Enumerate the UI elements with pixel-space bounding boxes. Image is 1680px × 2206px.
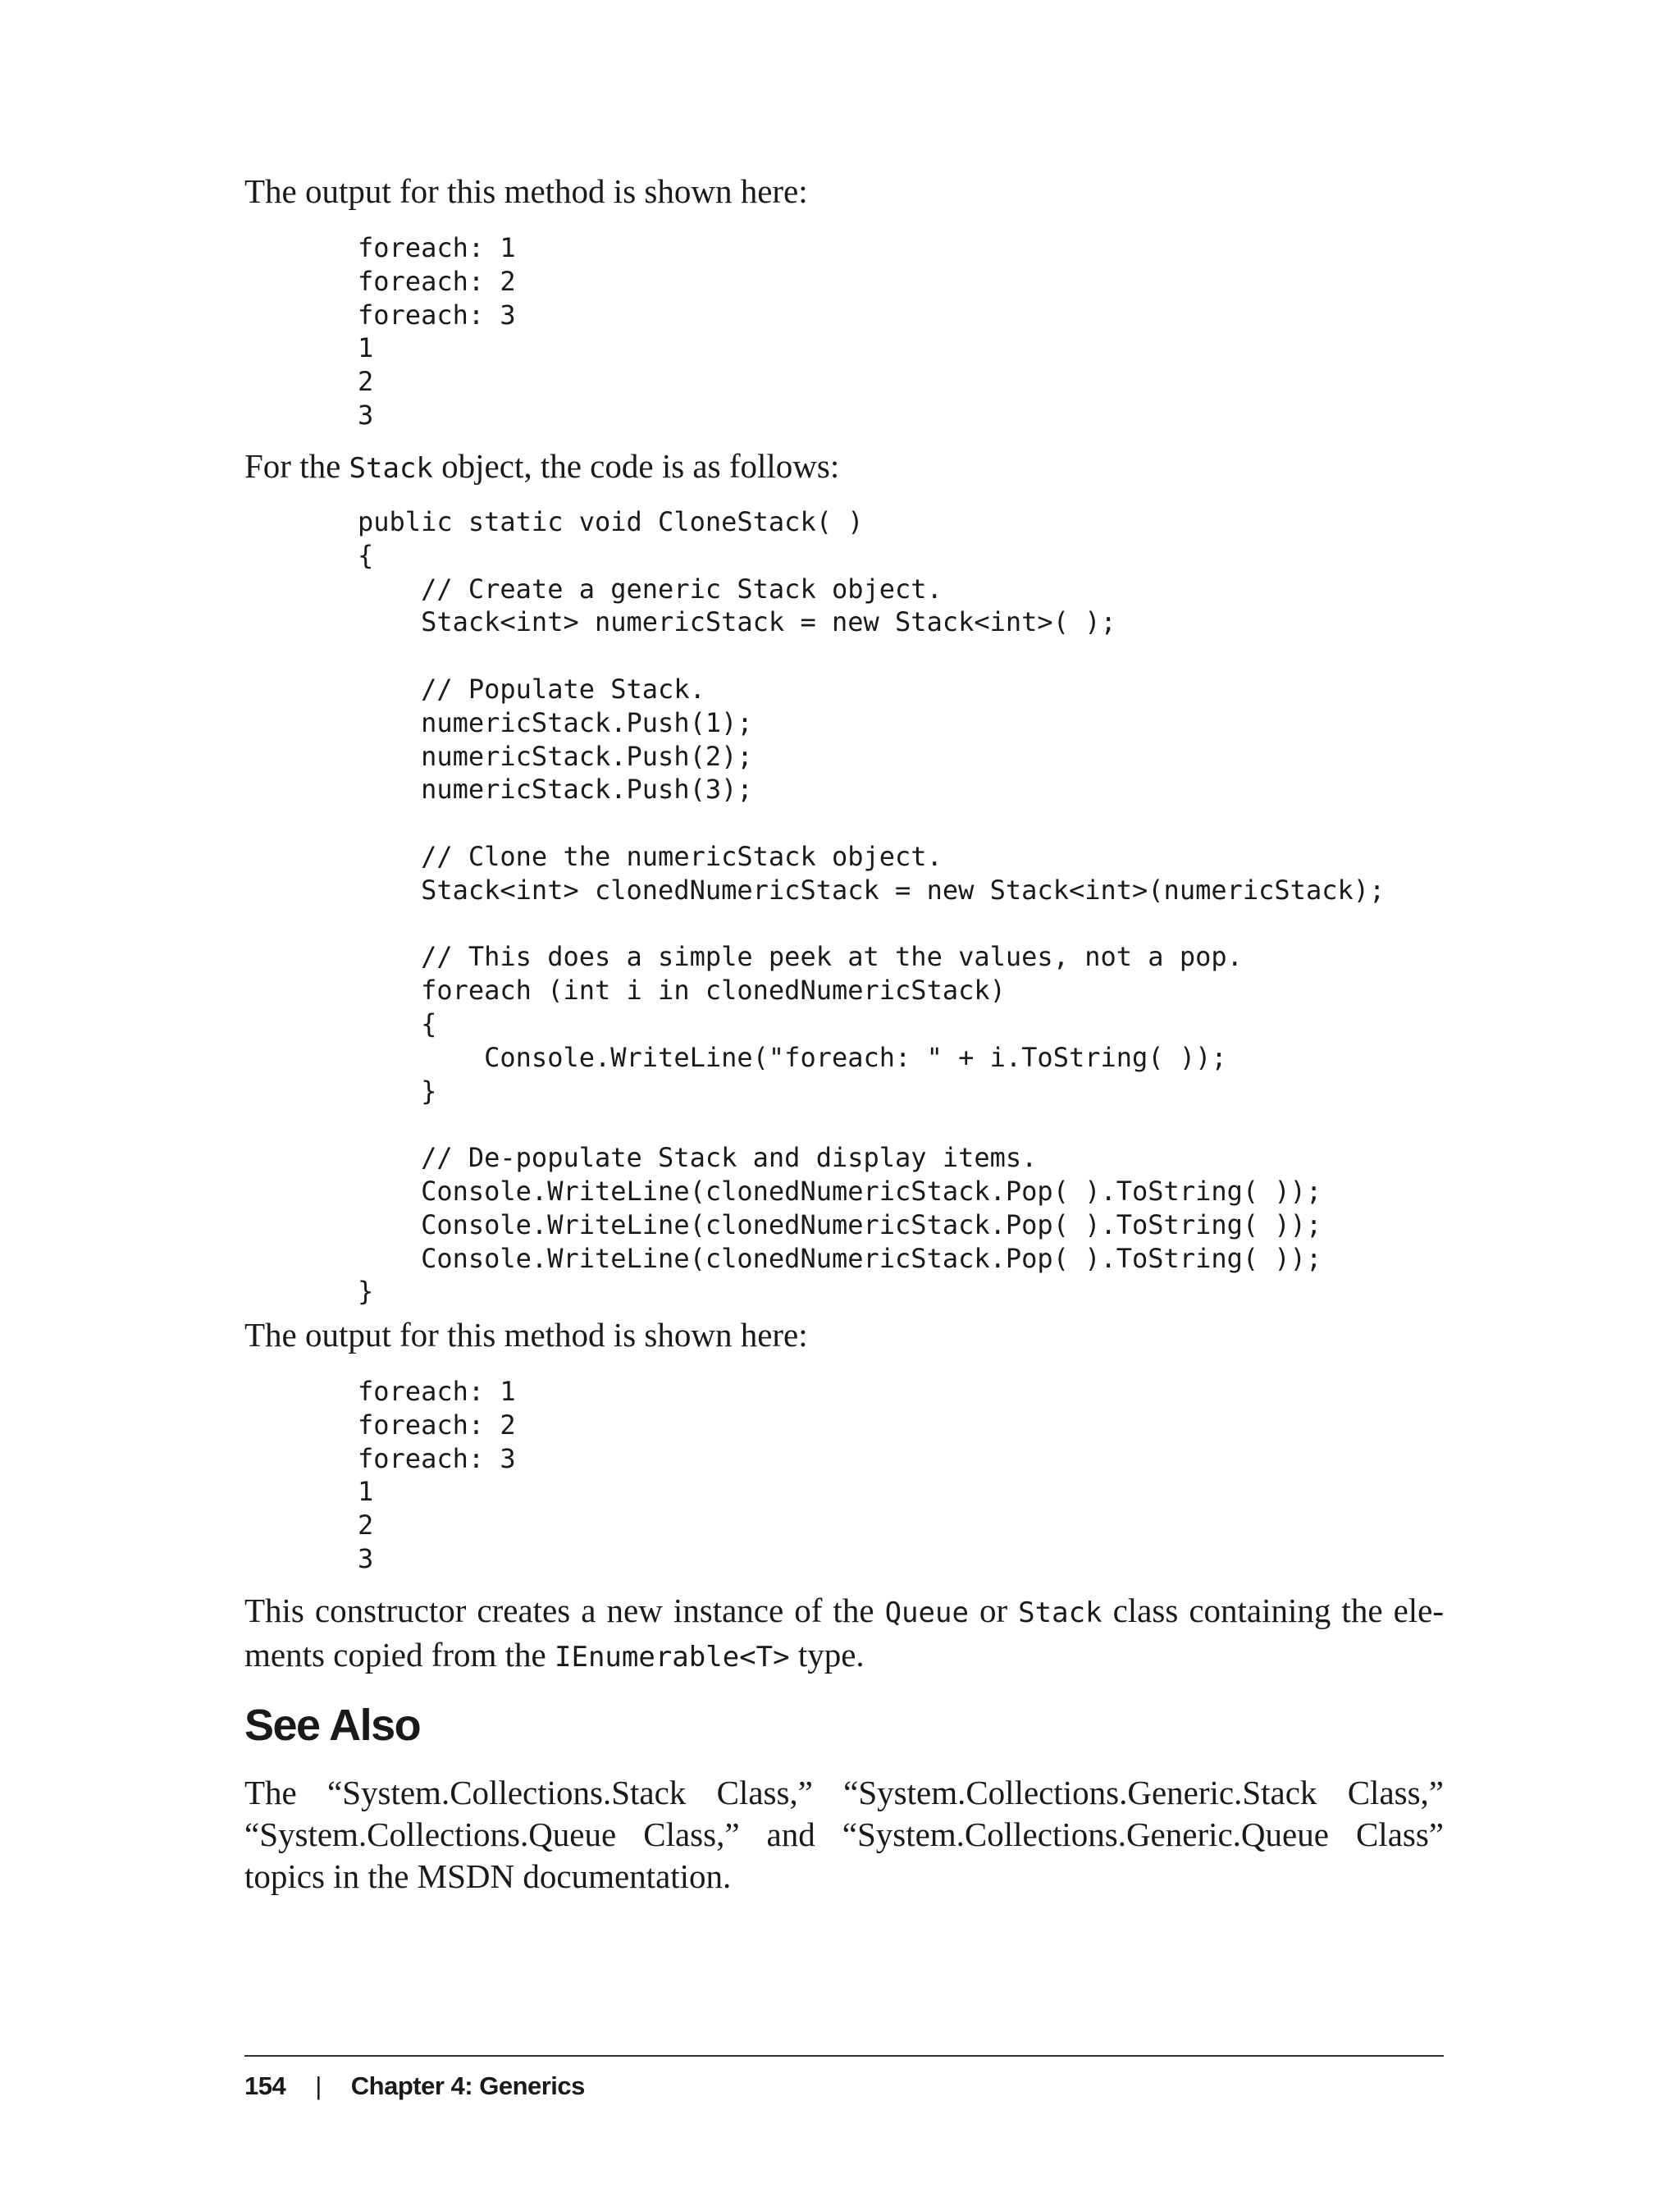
page-footer: [244, 2055, 1444, 2101]
stack-intro-after: object, the code is as follows:: [432, 447, 840, 485]
see-also-heading: See Also: [244, 1701, 421, 1750]
stack-intro: [244, 445, 1444, 490]
constructor-paragraph: [244, 1590, 1444, 1678]
chapter-title: Chapter 4: Generics: [350, 2071, 585, 2100]
stack-intro-before: For the: [244, 447, 349, 485]
stack-intro-code: Stack: [349, 452, 433, 485]
footer-text: [244, 2057, 1444, 2101]
constructor-text-4: type.: [789, 1636, 865, 1674]
output-block-2: foreach: 1 foreach: 2 foreach: 3 1 2 3: [358, 1376, 516, 1574]
constructor-text-1: This constructor creates a new instance of the: [244, 1592, 885, 1629]
constructor-text-3: class containing the ele-ments copied from the: [244, 1592, 1445, 1674]
clone-stack-code-block: public static void CloneStack( ) { // Create a generic Stack object. Stack<int> numericStack = new Stack<int>( ); // Populate Stack. numericStack.Push(1); numericStack.Push(2); numericStack.Push(3); // Clone the numericStack object. Stack<int> clonedNumericStack = new Stack<int>(numericStack); // This does a simple peek at the values, not a pop. foreach (int i in clonedNumericStack) { Console.WriteLine("foreach: " + i.ToString( )); } // De-populate Stack and display items. Console.WriteLine(clonedNumericStack.Pop( ).ToString( )); Console.WriteLine(clonedNumericStack.Pop( ).ToString( )); Console.WriteLine(clonedNumericStack.Pop( ).ToString( )); }: [358, 506, 1386, 1308]
page-number: 154: [244, 2071, 286, 2100]
output-intro-1: The output for this method is shown here:: [244, 172, 808, 210]
footer-separator: |: [315, 2071, 322, 2100]
constructor-text-2: or: [968, 1592, 1019, 1629]
output-intro-2: The output for this method is shown here:: [244, 1316, 808, 1354]
constructor-code-ienumerable: IEnumerable<T>: [555, 1641, 790, 1674]
constructor-code-queue: Queue: [884, 1596, 969, 1629]
see-also-paragraph: The “System.Collections.Stack Class,” “System.Collections.Generic.Stack Class,” “System.Collections.Queue Class,” and “System.Collections.Generic.Queue Class” topics in the MSDN documentation.: [244, 1774, 1444, 1895]
output-block-1: foreach: 1 foreach: 2 foreach: 3 1 2 3: [358, 232, 516, 431]
constructor-code-stack: Stack: [1018, 1596, 1102, 1629]
